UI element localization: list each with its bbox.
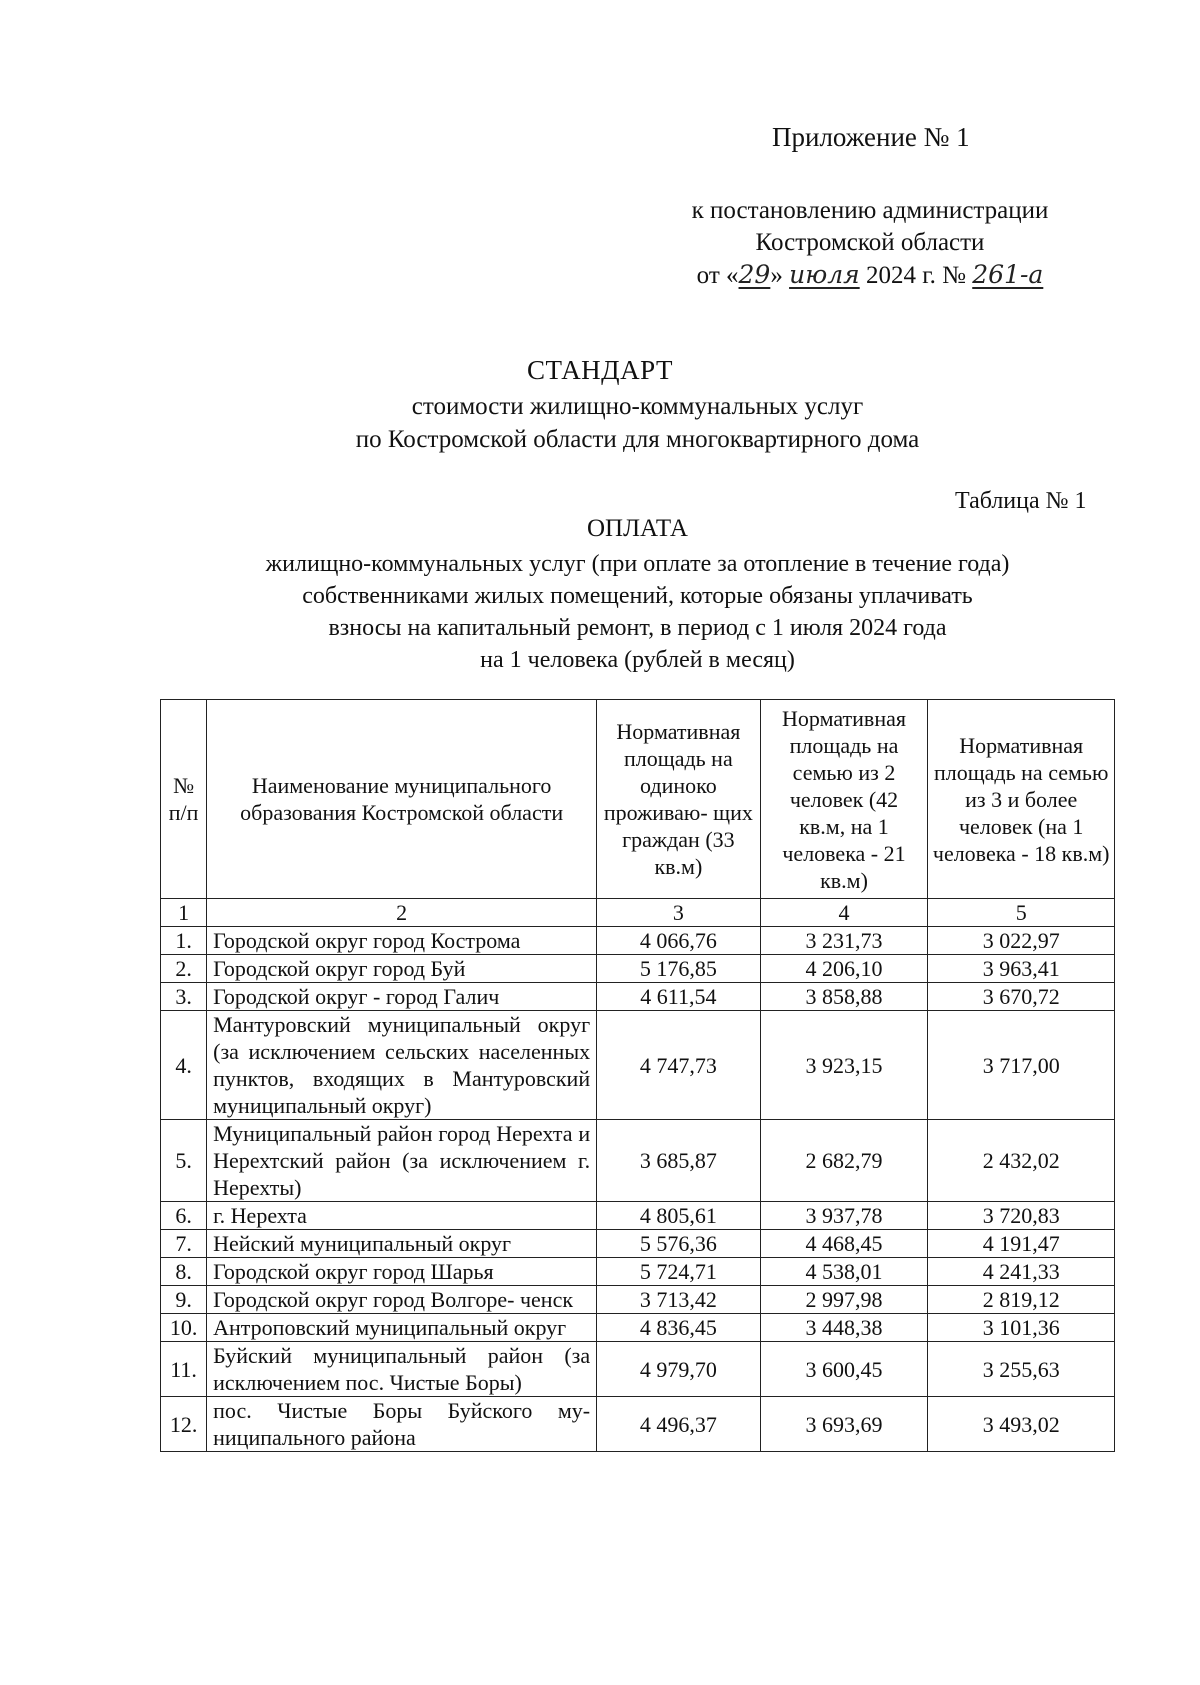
three-plus-cost: 3 670,72	[928, 983, 1115, 1011]
row-number: 2.	[161, 955, 207, 983]
three-plus-cost: 3 022,97	[928, 927, 1115, 955]
municipality-name: Городской округ - город Галич	[207, 983, 597, 1011]
three-plus-cost: 3 720,83	[928, 1202, 1115, 1230]
decree-line-1: к постановлению администрации	[691, 197, 1049, 224]
three-plus-cost: 3 255,63	[928, 1342, 1115, 1397]
column-index: 5	[928, 899, 1115, 927]
two-person-cost: 3 858,88	[760, 983, 928, 1011]
row-number: 6.	[161, 1202, 207, 1230]
handwritten-month: июля	[789, 260, 860, 289]
decree-date-line	[697, 259, 1044, 292]
tariff-table	[160, 699, 1115, 1452]
two-person-cost: 4 538,01	[760, 1258, 928, 1286]
decree-line-2: Костромской области	[755, 229, 985, 256]
three-plus-cost: 4 191,47	[928, 1230, 1115, 1258]
municipality-name: г. Нерехта	[207, 1202, 597, 1230]
municipality-name: Городской округ город Шарья	[207, 1258, 597, 1286]
single-resident-cost: 3 685,87	[597, 1120, 761, 1202]
two-person-cost: 2 997,98	[760, 1286, 928, 1314]
single-resident-cost: 4 611,54	[597, 983, 761, 1011]
table-row	[161, 1397, 1115, 1452]
single-resident-cost: 4 979,70	[597, 1342, 761, 1397]
row-number: 12.	[161, 1397, 207, 1452]
municipality-name: Нейский муниципальный округ	[207, 1230, 597, 1258]
single-resident-cost: 4 805,61	[597, 1202, 761, 1230]
date-prefix: от «	[696, 262, 739, 289]
two-person-cost: 3 231,73	[760, 927, 928, 955]
two-person-cost: 2 682,79	[760, 1120, 928, 1202]
row-number: 8.	[161, 1258, 207, 1286]
table-row	[161, 983, 1115, 1011]
municipality-name: Мантуровский муниципальный округ (за исключением сельских населенных пунктов, входящих в Мантуровский муниципальный округ)	[207, 1011, 597, 1120]
two-person-cost: 3 923,15	[760, 1011, 928, 1120]
header-three-plus-area: Нормативная площадь на семью из 3 и более человек (на 1 человека - 18 кв.м)	[928, 700, 1115, 899]
decree-reference	[640, 195, 1100, 292]
payment-subtitle	[110, 548, 1165, 676]
single-resident-cost: 4 836,45	[597, 1314, 761, 1342]
handwritten-number: 261-а	[972, 260, 1044, 289]
three-plus-cost: 3 717,00	[928, 1011, 1115, 1120]
year-part: 2024 г. №	[865, 262, 966, 289]
column-index-row	[161, 899, 1115, 927]
two-person-cost: 3 937,78	[760, 1202, 928, 1230]
table-row	[161, 1342, 1115, 1397]
standard-title: СТАНДАРТ	[527, 355, 673, 385]
header-two-person-area: Нормативная площадь на семью из 2 человек (42 кв.м, на 1 человека - 21 кв.м)	[760, 700, 928, 899]
two-person-cost: 3 448,38	[760, 1314, 928, 1342]
row-number: 11.	[161, 1342, 207, 1397]
municipality-name: Антроповский муниципальный округ	[207, 1314, 597, 1342]
appendix-title: Приложение № 1	[772, 122, 970, 152]
three-plus-cost: 2 432,02	[928, 1120, 1115, 1202]
table-row	[161, 1286, 1115, 1314]
table-row	[161, 1230, 1115, 1258]
payment-subtitle-line-2: собственниками жилых помещений, которые обязаны уплачивать	[302, 583, 973, 609]
single-resident-cost: 4 066,76	[597, 927, 761, 955]
row-number: 5.	[161, 1120, 207, 1202]
three-plus-cost: 3 101,36	[928, 1314, 1115, 1342]
two-person-cost: 4 206,10	[760, 955, 928, 983]
payment-subtitle-line-4: на 1 человека (рублей в месяц)	[480, 647, 795, 673]
row-number: 9.	[161, 1286, 207, 1314]
header-number: № п/п	[161, 700, 207, 899]
two-person-cost: 3 600,45	[760, 1342, 928, 1397]
table-row	[161, 927, 1115, 955]
table-row	[161, 1120, 1115, 1202]
table-label: Таблица № 1	[955, 488, 1087, 514]
standard-subtitle-line-1: стоимости жилищно-коммунальных услуг	[411, 393, 864, 420]
row-number: 10.	[161, 1314, 207, 1342]
single-resident-cost: 3 713,42	[597, 1286, 761, 1314]
column-index: 4	[760, 899, 928, 927]
handwritten-day: 29	[738, 260, 771, 289]
municipality-name: Муниципальный район город Нерехта и Нерехтский район (за исключением г. Нерехты)	[207, 1120, 597, 1202]
payment-subtitle-line-3: взносы на капитальный ремонт, в период с 1 июля 2024 года	[328, 615, 947, 641]
payment-title: ОПЛАТА	[586, 515, 688, 542]
table-row	[161, 1011, 1115, 1120]
table-header-row	[161, 700, 1115, 899]
single-resident-cost: 5 724,71	[597, 1258, 761, 1286]
row-number: 1.	[161, 927, 207, 955]
three-plus-cost: 3 963,41	[928, 955, 1115, 983]
municipality-name: Городской округ город Волгоре- ченск	[207, 1286, 597, 1314]
table-row	[161, 1314, 1115, 1342]
standard-subtitle	[110, 390, 1165, 456]
municipality-name: Буйский муниципальный район (за исключением пос. Чистые Боры)	[207, 1342, 597, 1397]
single-resident-cost: 5 576,36	[597, 1230, 761, 1258]
single-resident-cost: 4 496,37	[597, 1397, 761, 1452]
standard-subtitle-line-2: по Костромской области для многоквартирного дома	[355, 426, 920, 453]
municipality-name: Городской округ город Кострома	[207, 927, 597, 955]
three-plus-cost: 3 493,02	[928, 1397, 1115, 1452]
single-resident-cost: 4 747,73	[597, 1011, 761, 1120]
row-number: 7.	[161, 1230, 207, 1258]
row-number: 3.	[161, 983, 207, 1011]
payment-subtitle-line-1: жилищно-коммунальных услуг (при оплате за отопление в течение года)	[265, 551, 1010, 577]
table-row	[161, 955, 1115, 983]
column-index: 1	[161, 899, 207, 927]
date-mid: »	[770, 262, 783, 289]
municipality-name: пос. Чистые Боры Буйского му- ниципального района	[207, 1397, 597, 1452]
header-single-area: Нормативная площадь на одиноко проживаю- щих граждан (33 кв.м)	[597, 700, 761, 899]
municipality-name: Городской округ город Буй	[207, 955, 597, 983]
row-number: 4.	[161, 1011, 207, 1120]
column-index: 2	[207, 899, 597, 927]
column-index: 3	[597, 899, 761, 927]
two-person-cost: 4 468,45	[760, 1230, 928, 1258]
table-row	[161, 1258, 1115, 1286]
three-plus-cost: 4 241,33	[928, 1258, 1115, 1286]
three-plus-cost: 2 819,12	[928, 1286, 1115, 1314]
single-resident-cost: 5 176,85	[597, 955, 761, 983]
header-municipality: Наименование муниципального образования Костромской области	[207, 700, 597, 899]
table-row	[161, 1202, 1115, 1230]
two-person-cost: 3 693,69	[760, 1397, 928, 1452]
